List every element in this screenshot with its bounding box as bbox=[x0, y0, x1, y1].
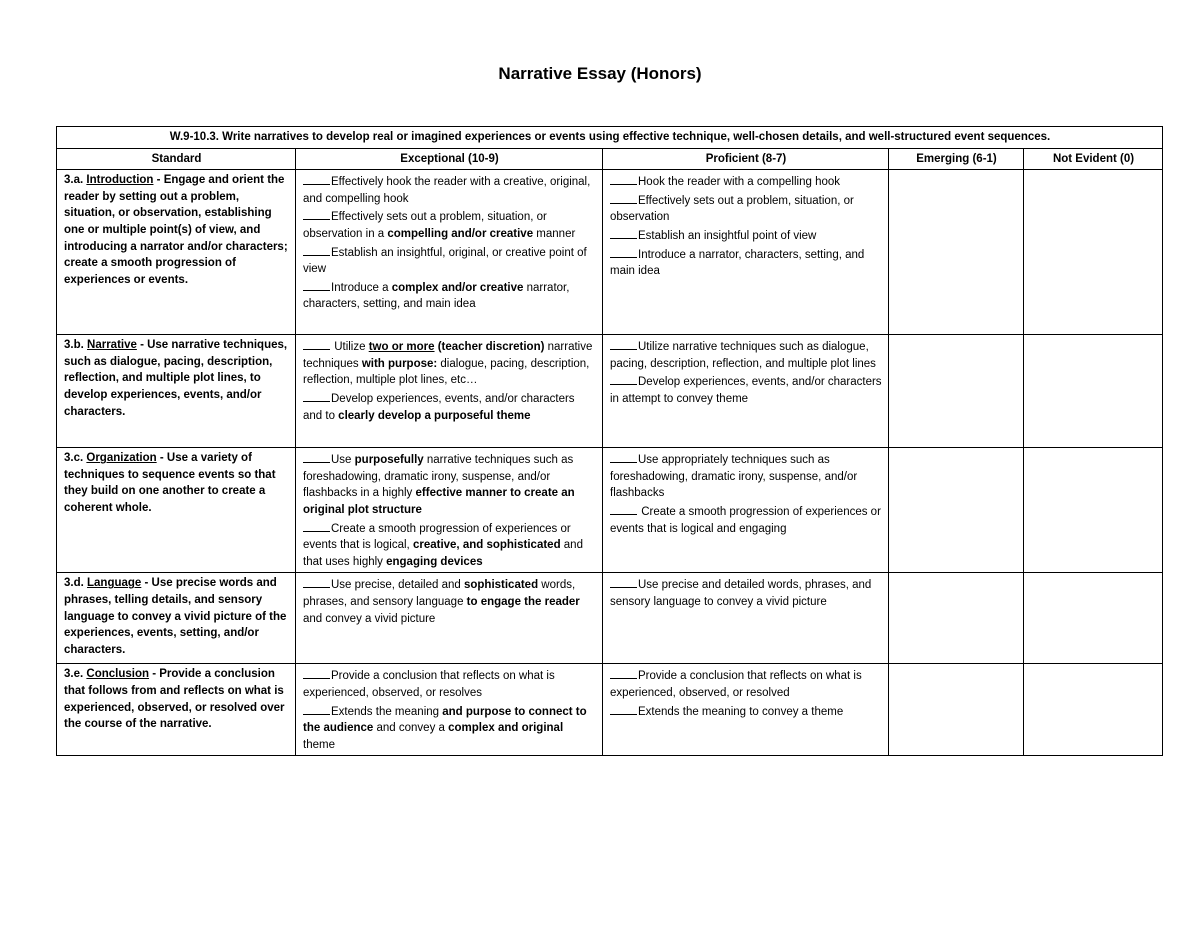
exceptional-cell: Provide a conclusion that reflects on what is experienced, observed, or resolves Extends the meaning and purpose to connect to the audience and convey a complex and original theme bbox=[296, 664, 603, 756]
table-row bbox=[57, 170, 1163, 335]
column-header-proficient: Proficient (8-7) bbox=[603, 148, 889, 170]
column-header-not-evident: Not Evident (0) bbox=[1024, 148, 1163, 170]
column-header-emerging: Emerging (6-1) bbox=[889, 148, 1024, 170]
standard-cell: 3.e. Conclusion - Provide a conclusion that follows from and reflects on what is experienced, observed, or resolved over the course of the narrative. bbox=[57, 664, 296, 756]
exceptional-cell: Use purposefully narrative techniques such as foreshadowing, dramatic irony, suspense, and/or flashbacks in a highly effective manner to create an original plot structure Create a smooth progression of experiences or events that is logical, creative, and sophisticated and that uses highly engaging devices bbox=[296, 448, 603, 573]
standard-cell: 3.b. Narrative - Use narrative techniques, such as dialogue, pacing, description, reflection, and multiple plot lines, to develop experiences, events, and/or characters. bbox=[57, 335, 296, 448]
emerging-cell bbox=[889, 170, 1024, 335]
emerging-cell bbox=[889, 335, 1024, 448]
table-row bbox=[57, 573, 1163, 664]
exceptional-cell: Utilize two or more (teacher discretion) narrative techniques with purpose: dialogue, pacing, description, reflection, multiple plot lines, etc… Develop experiences, events, and/or characters and to clearly develop a purposeful theme bbox=[296, 335, 603, 448]
rubric-table bbox=[56, 126, 1163, 756]
standard-cell: 3.c. Organization - Use a variety of techniques to sequence events so that they build on one another to create a coherent whole. bbox=[57, 448, 296, 573]
exceptional-cell: Use precise, detailed and sophisticated words, phrases, and sensory language to engage the reader and convey a vivid picture bbox=[296, 573, 603, 664]
table-row bbox=[57, 335, 1163, 448]
not-evident-cell bbox=[1024, 335, 1163, 448]
table-row bbox=[57, 664, 1163, 756]
proficient-cell: Use appropriately techniques such as foreshadowing, dramatic irony, suspense, and/or flashbacks Create a smooth progression of experiences or events that is logical and engaging bbox=[603, 448, 889, 573]
emerging-cell bbox=[889, 573, 1024, 664]
standard-cell: 3.a. Introduction - Engage and orient the reader by setting out a problem, situation, or observation, establishing one or multiple point(s) of view, and introducing a narrator and/or characters; create a smooth progression of experiences or events. bbox=[57, 170, 296, 335]
proficient-cell: Provide a conclusion that reflects on what is experienced, observed, or resolved Extends the meaning to convey a theme bbox=[603, 664, 889, 756]
page-title: Narrative Essay (Honors) bbox=[498, 64, 702, 83]
proficient-cell: Hook the reader with a compelling hook Effectively sets out a problem, situation, or observation Establish an insightful point of view Introduce a narrator, characters, setting, and main idea bbox=[603, 170, 889, 335]
standard-header: W.9-10.3. Write narratives to develop real or imagined experiences or events using effective technique, well-chosen details, and well-structured event sequences. bbox=[57, 127, 1163, 149]
exceptional-cell: Effectively hook the reader with a creative, original, and compelling hook Effectively sets out a problem, situation, or observation in a compelling and/or creative manner Establish an insightful, original, or creative point of view Introduce a complex and/or creative narrator, characters, setting, and main idea bbox=[296, 170, 603, 335]
not-evident-cell bbox=[1024, 664, 1163, 756]
column-header-standard: Standard bbox=[57, 148, 296, 170]
not-evident-cell bbox=[1024, 448, 1163, 573]
proficient-cell: Utilize narrative techniques such as dialogue, pacing, description, reflection, and multiple plot lines Develop experiences, events, and/or characters in attempt to convey theme bbox=[603, 335, 889, 448]
not-evident-cell bbox=[1024, 573, 1163, 664]
proficient-cell: Use precise and detailed words, phrases, and sensory language to convey a vivid picture bbox=[603, 573, 889, 664]
column-header-exceptional: Exceptional (10-9) bbox=[296, 148, 603, 170]
not-evident-cell bbox=[1024, 170, 1163, 335]
emerging-cell bbox=[889, 448, 1024, 573]
standard-cell: 3.d. Language - Use precise words and phrases, telling details, and sensory language to convey a vivid picture of the experiences, events, setting, and/or characters. bbox=[57, 573, 296, 664]
table-row bbox=[57, 448, 1163, 573]
emerging-cell bbox=[889, 664, 1024, 756]
